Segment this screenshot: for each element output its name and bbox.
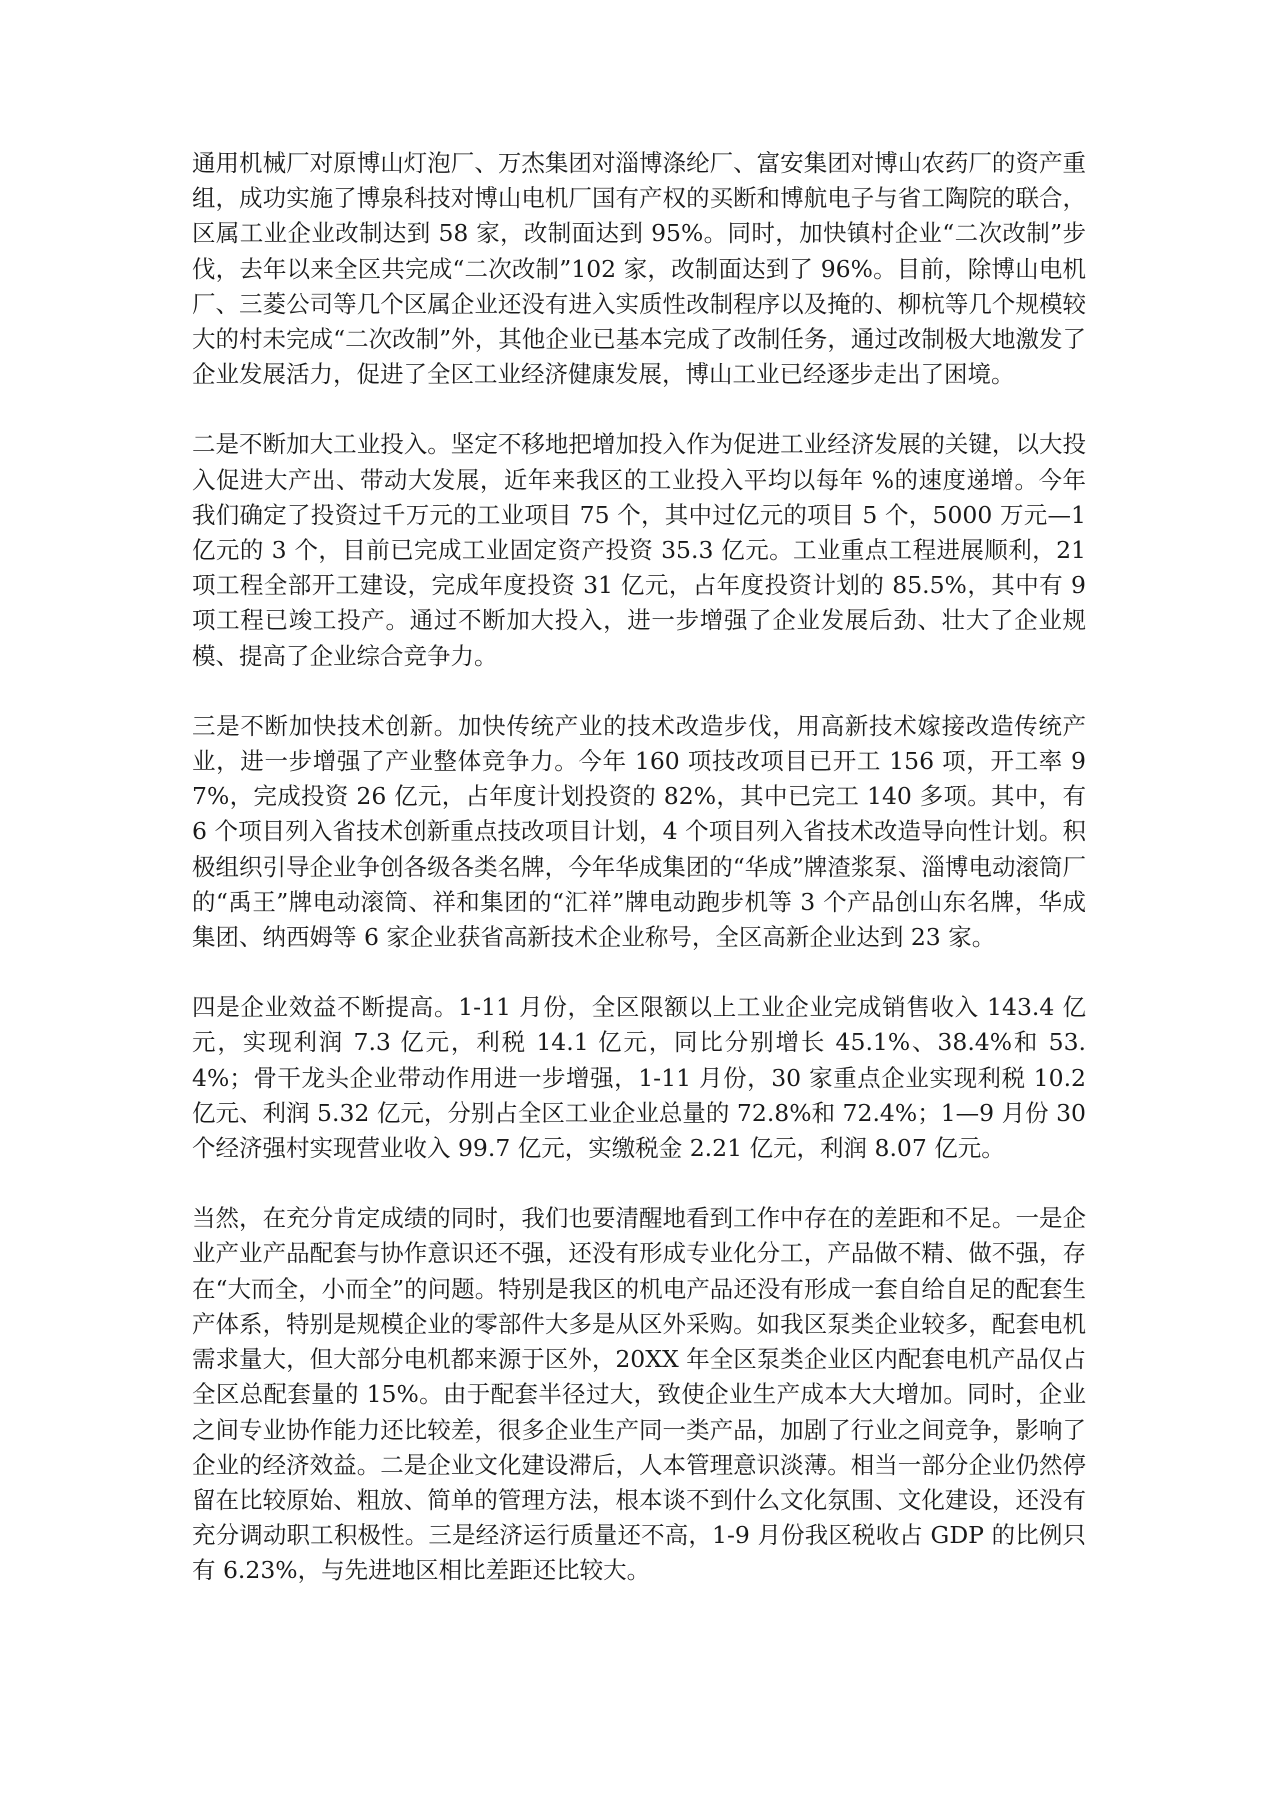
paragraph-industrial-investment: 二是不断加大工业投入。坚定不移地把增加投入作为促进工业经济发展的关键，以大投入促进大产出、带动大发展，近年来我区的工业投入平均以每年 %的速度递增。今年我们确定了投资过千万元的工业项目 75 个，其中过亿元的项目 5 个，5000 万元—1 亿元的 3 个，目前已完成工业固定资产投资 35.3 亿元。工业重点工程进展顺利，21 项工程全部开工建设，完成年度投资 31 亿元，占年度投资计划的 85.5%，其中有 9 项工程已竣工投产。通过不断加大投入，进一步增强了企业发展后劲、壮大了企业规模、提高了企业综合竞争力。 bbox=[192, 430, 1086, 670]
document-page bbox=[192, 146, 1086, 1589]
paragraph-enterprise-benefits: 四是企业效益不断提高。1-11 月份，全区限额以上工业企业完成销售收入 143.4 亿元，实现利润 7.3 亿元，利税 14.1 亿元，同比分别增长 45.1%、38.4%和 53.4%；骨干龙头企业带动作用进一步增强，1-11 月份，30 家重点企业实现利税 10.2 亿元、利润 5.32 亿元，分别占全区工业企业总量的 72.8%和 72.4%；1—9 月份 30 个经济强村实现营业收入 99.7 亿元，实缴税金 2.21 亿元，利润 8.07 亿元。 bbox=[192, 993, 1086, 1163]
paragraph-restructuring: 通用机械厂对原博山灯泡厂、万杰集团对淄博涤纶厂、富安集团对博山农药厂的资产重组，成功实施了博泉科技对博山电机厂国有产权的买断和博航电子与省工陶院的联合，区属工业企业改制达到 58 家，改制面达到 95%。同时，加快镇村企业“二次改制”步伐，去年以来全区共完成“二次改制”102 家，改制面达到了 96%。目前，除博山电机厂、三菱公司等几个区属企业还没有进入实质性改制程序以及掩的、柳杭等几个规模较大的村未完成“二次改制”外，其他企业已基本完成了改制任务，通过改制极大地激发了企业发展活力，促进了全区工业经济健康发展，博山工业已经逐步走出了困境。 bbox=[192, 149, 1086, 389]
paragraph-technical-innovation: 三是不断加快技术创新。加快传统产业的技术改造步伐，用高新技术嫁接改造传统产业，进一步增强了产业整体竞争力。今年 160 项技改项目已开工 156 项，开工率 97%，完成投资 26 亿元，占年度计划投资的 82%，其中已完工 140 多项。其中，有 6 个项目列入省技术创新重点技改项目计划，4 个项目列入省技术改造导向性计划。积极组织引导企业争创各级各类名牌，今年华成集团的“华成”牌渣浆泵、淄博电动滚筒厂的“禹王”牌电动滚筒、祥和集团的“汇祥”牌电动跑步机等 3 个产品创山东名牌，华成集团、纳西姆等 6 家企业获省高新技术企业称号，全区高新企业达到 23 家。 bbox=[192, 711, 1086, 952]
paragraph-shortcomings: 当然，在充分肯定成绩的同时，我们也要清醒地看到工作中存在的差距和不足。一是企业产业产品配套与协作意识还不强，还没有形成专业化分工，产品做不精、做不强，存在“大而全，小而全”的问题。特别是我区的机电产品还没有形成一套自给自足的配套生产体系，特别是规模企业的零部件大多是从区外采购。如我区泵类企业较多，配套电机需求量大，但大部分电机都来源于区外，20XX 年全区泵类企业区内配套电机产品仅占全区总配套量的 15%。由于配套半径过大，致使企业生产成本大大增加。同时，企业之间专业协作能力还比较差，很多企业生产同一类产品，加剧了行业之间竞争，影响了企业的经济效益。二是企业文化建设滞后，人本管理意识淡薄。相当一部分企业仍然停留在比较原始、粗放、简单的管理方法，根本谈不到什么文化氛围、文化建设，还没有充分调动职工积极性。三是经济运行质量还不高，1-9 月份我区税收占 GDP 的比例只有 6.23%，与先进地区相比差距还比较大。 bbox=[192, 1204, 1086, 1585]
